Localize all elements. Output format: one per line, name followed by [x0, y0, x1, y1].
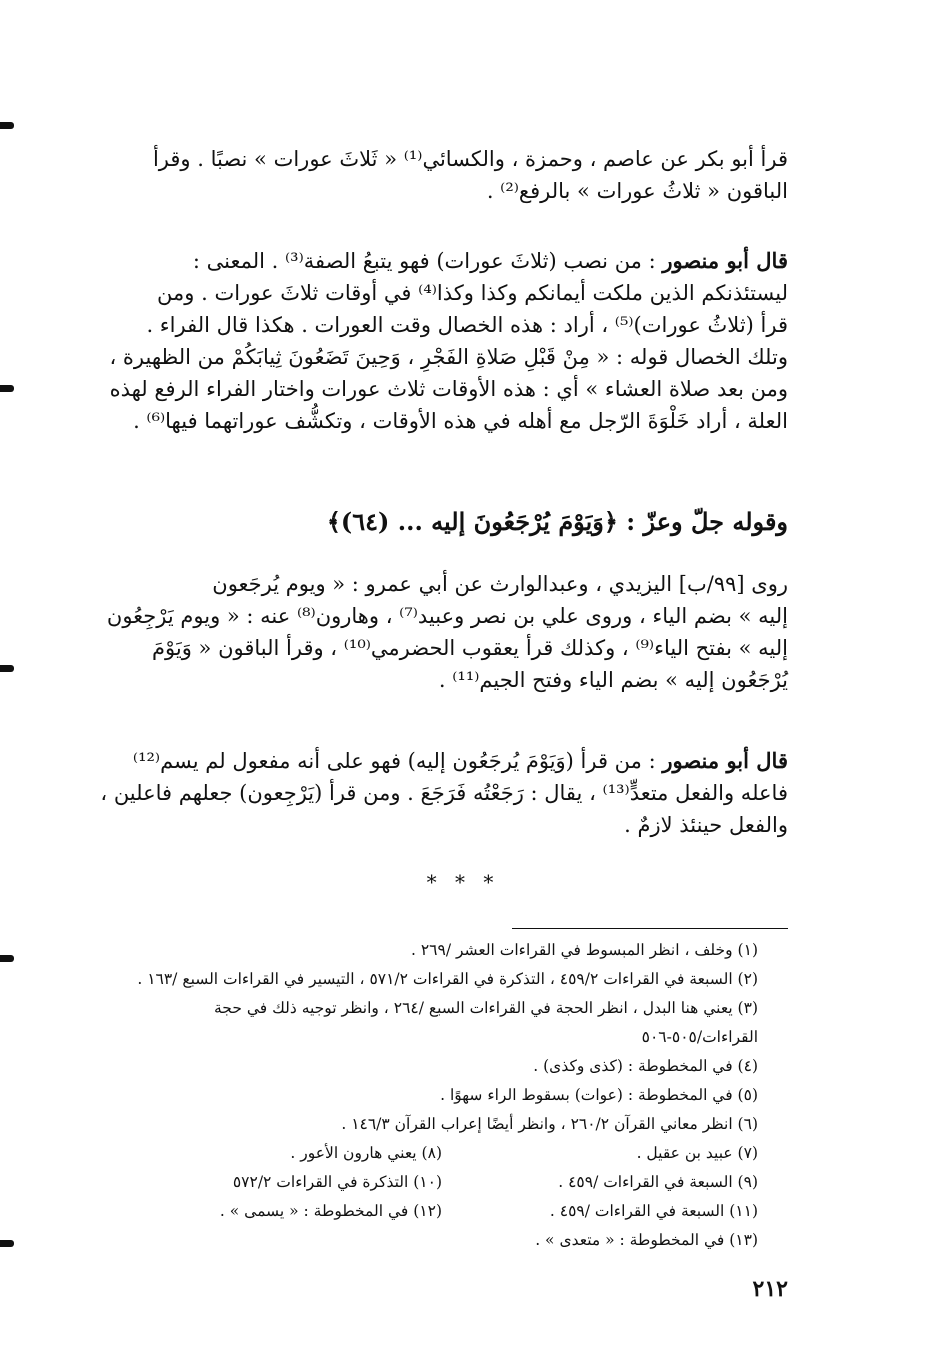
text-line: إليه » بضم الياء ، وروى علي بن نصر وعبيد⁽⁷⁾ ، وهارون⁽⁸⁾ عنه : « ويوم يَرْجِعُون: [106, 604, 788, 628]
footnote: (٤) في المخطوطة : (كذى وكذى) .: [533, 1057, 758, 1075]
footnote: (١٢) في المخطوطة : « يسمى » .: [219, 1202, 442, 1220]
text-line: ليستئذنكم الذين ملكت أيمانكم وكذا وكذا⁽⁴⁾ في أوقات ثلاثَ عورات . ومن: [157, 281, 788, 305]
commentary-label: قال أبو منصور: [662, 248, 788, 273]
footnote: (١) وخلف ، انظر المبسوط في القراءات العشر /٢٦٩ .: [410, 941, 758, 959]
text-line: والفعل حينئذ لازمٌ .: [624, 813, 788, 837]
footnote-row: [138, 1197, 758, 1226]
commentary-text: : من قرأ (وَيَوْمَ يُرجَعُون إليه) فهو على أنه مفعول لم يسم⁽¹²⁾: [132, 749, 663, 773]
footnote: (١٣) في المخطوطة : « متعدى » .: [535, 1231, 758, 1249]
footnote: (٧) عبيد بن عقيل .: [636, 1144, 758, 1162]
section-separator: * * *: [426, 870, 500, 894]
scan-edge-mark: [0, 955, 14, 962]
footnote-row: [138, 1168, 758, 1197]
footnote-rule: [512, 928, 788, 929]
text-line: يُرْجَعُون إليه » بضم الياء وفتح الجيم⁽¹¹⁾ .: [438, 668, 788, 692]
footnote: (٨) يعني هارون الأعور .: [290, 1144, 442, 1162]
text-line: وتلك الخصال قوله : « مِنْ قَبْلِ صَلاةِ الفَجْرِ ، وَحِينَ تَضَعُونَ ثِيابَكُمْ من الظهيرة ،: [109, 345, 788, 369]
text-line: روى [٩٩/ب] اليزيدي ، وعبدالوارث عن أبي عمرو : « ويوم يُرجَعون: [212, 572, 788, 596]
text-line: ومن بعد صلاة العشاء » أي : هذه الأوقات ثلاث عورات واختار الفراء الرفع لهذه: [109, 377, 788, 401]
commentary-paragraph: [100, 745, 788, 841]
footnote-row: [138, 1226, 758, 1255]
scan-edge-mark: [0, 122, 14, 129]
text-line: فاعله والفعل متعدٍّ⁽¹³⁾ ، يقال : رَجَعْتُه فَرَجَعَ . ومن قرأ (يَرْجِعون) جعلهم فاعلين ،: [100, 781, 788, 805]
verse-heading-text: وقوله جلّ وعزّ : ﴿وَيَوْمَ يُرْجَعُونَ إليه ... (٦٤)﴾: [326, 507, 788, 536]
footnote: (٣) يعني هنا البدل ، انظر الحجة في القراءات السبع /٢٦٤ ، وانظر توجيه ذلك في حجة: [214, 999, 758, 1017]
text-line: قرأ أبو بكر عن عاصم ، وحمزة ، والكسائي⁽¹⁾ « ثَلاثَ عورات » نصبًا . وقرأ: [152, 147, 788, 171]
footnote: القراءات/٥٠٥-٥٠٦: [641, 1028, 758, 1046]
text-line: إليه » بفتح الياء⁽⁹⁾ ، وكذلك قرأ يعقوب الحضرمي⁽¹⁰⁾ ، وقرأ الباقون « وَيَوْمَ: [152, 636, 788, 660]
text-line: قرأ (ثلاثُ عورات)⁽⁵⁾ ، أراد : هذه الخصال وقت العورات . هكذا قال الفراء .: [146, 313, 788, 337]
text-line: [138, 245, 788, 277]
footnote-row: [138, 1139, 758, 1168]
reading-passage: [138, 143, 788, 207]
footnote: (١٠) التذكرة في القراءات ٥٧٢/٢: [232, 1173, 442, 1191]
scan-edge-mark: [0, 1240, 14, 1247]
commentary-label: قال أبو منصور: [662, 748, 788, 773]
text-line: [132, 745, 788, 777]
verse-heading: [138, 502, 788, 542]
commentary-paragraph: [109, 245, 788, 437]
footnote: (٦) انظر معاني القرآن ٢٦٠/٢ ، وانظر أيضًا إعراب القرآن ١٤٦/٣ .: [341, 1115, 758, 1133]
footnote: (٢) السبعة في القراءات ٤٥٩/٢ ، التذكرة في القراءات ٥٧١/٢ ، التيسير في القراءات السبع /١٦٣ .: [137, 970, 758, 988]
scan-edge-mark: [0, 385, 14, 392]
footnote: (٥) في المخطوطة : (عوات) بسقوط الراء سهوًا .: [440, 1086, 758, 1104]
text-line: العلة ، أراد خَلْوَةَ الرّجل مع أهله في هذه الأوقات ، وتكشُّف عوراتهما فيها⁽⁶⁾ .: [133, 409, 788, 433]
footnotes: [138, 936, 758, 1255]
footnote: (١١) السبعة في القراءات /٤٥٩ .: [549, 1202, 758, 1220]
page-number: ٢١٢: [752, 1276, 788, 1302]
commentary-text: : من نصب (ثلاثَ عورات) فهو يتبعُ الصفة⁽³⁾ . المعنى :: [192, 249, 663, 273]
text-line: الباقون « ثلاثُ عورات » بالرفع⁽²⁾ .: [486, 179, 788, 203]
reading-passage: [106, 568, 788, 696]
footnote: (٩) السبعة في القراءات /٤٥٩ .: [558, 1173, 758, 1191]
scan-edge-mark: [0, 665, 14, 672]
